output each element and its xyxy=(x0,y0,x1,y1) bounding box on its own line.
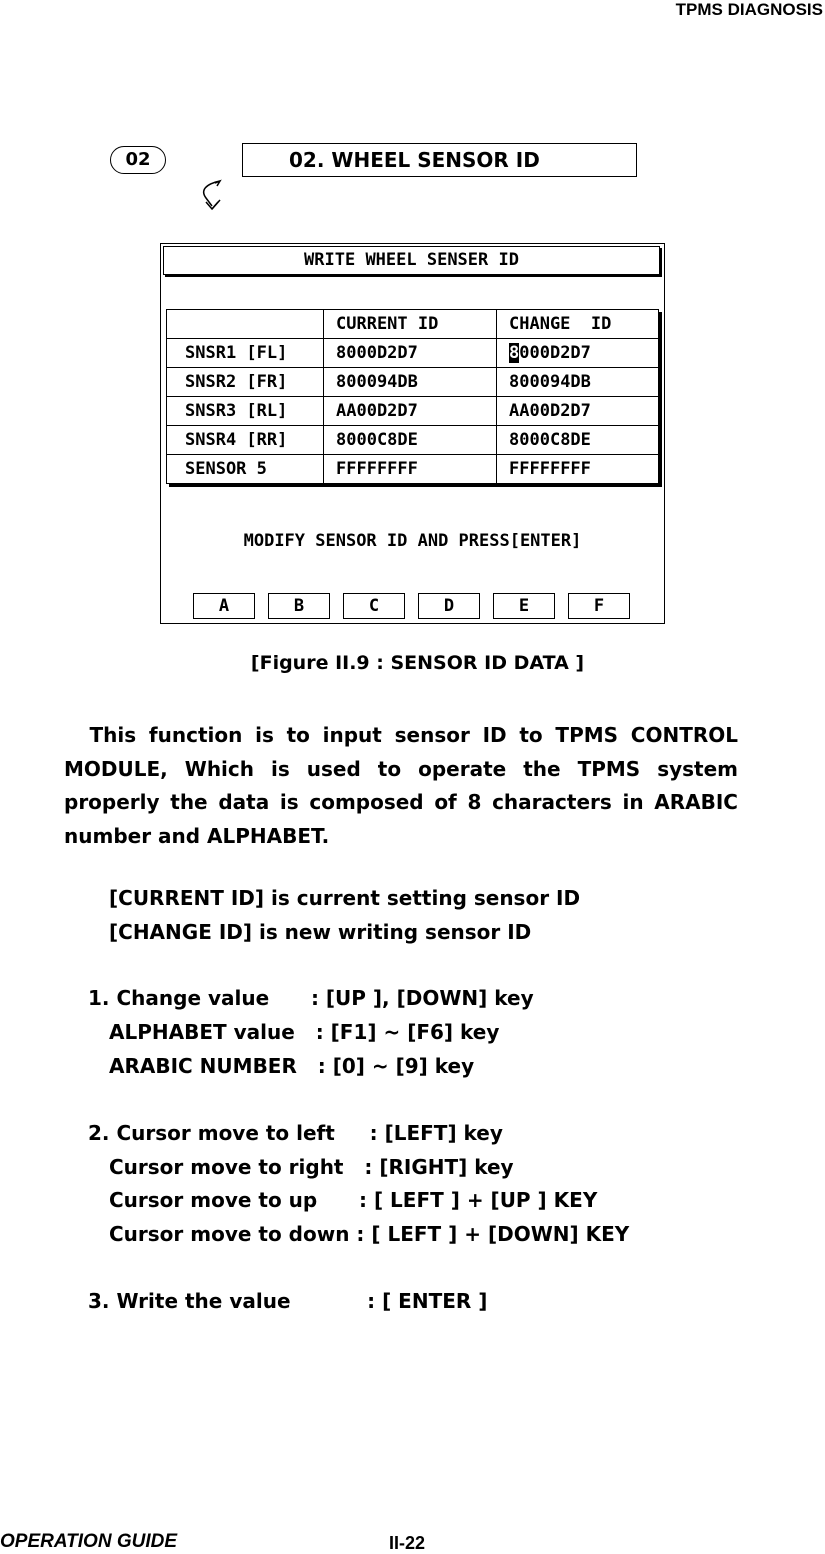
curved-arrow-icon xyxy=(198,178,228,214)
instruction-cursor-up: Cursor move to up : [ LEFT ] + [UP ] KEY xyxy=(109,1188,598,1212)
column-header-current-id: CURRENT ID xyxy=(324,310,497,339)
change-id-first: F xyxy=(509,459,520,479)
change-id-input[interactable] xyxy=(497,426,659,455)
column-header-sensor xyxy=(167,310,324,339)
current-id-cell: AA00D2D7 xyxy=(324,397,497,426)
sensor-label: SNSR4 [RR] xyxy=(167,426,324,455)
definition-current-id: [CURRENT ID] is current setting sensor ID xyxy=(109,886,581,910)
function-key-b[interactable]: B xyxy=(268,593,330,619)
change-id-value: 000C8DE xyxy=(519,430,591,450)
sensor-label: SENSOR 5 xyxy=(167,455,324,484)
instruction-cursor-down: Cursor move to down : [ LEFT ] + [DOWN] KEY xyxy=(109,1222,630,1246)
change-id-value: 000D2D7 xyxy=(519,343,591,363)
section-header: TPMS DIAGNOSIS xyxy=(675,0,823,19)
instruction-write-value: 3. Write the value : [ ENTER ] xyxy=(88,1289,488,1313)
current-id-cell: FFFFFFFF xyxy=(324,455,497,484)
definition-change-id: [CHANGE ID] is new writing sensor ID xyxy=(109,920,532,944)
change-id-first: A xyxy=(509,401,520,421)
change-id-input[interactable] xyxy=(497,368,659,397)
sensor-label: SNSR2 [FR] xyxy=(167,368,324,397)
sensor-label: SNSR1 [FL] xyxy=(167,339,324,368)
instruction-cursor-left: 2. Cursor move to left : [LEFT] key xyxy=(88,1121,503,1145)
modify-prompt: MODIFY SENSOR ID AND PRESS[ENTER] xyxy=(243,531,582,551)
function-key-e[interactable]: E xyxy=(493,593,555,619)
figure-caption: [Figure II.9 : SENSOR ID DATA ] xyxy=(250,652,585,674)
description-paragraph xyxy=(64,719,738,853)
table-row xyxy=(167,368,659,397)
function-key-a[interactable]: A xyxy=(193,593,255,619)
text-cursor: 8 xyxy=(509,343,520,363)
change-id-value: 00094DB xyxy=(519,372,591,392)
current-id-cell: 8000D2D7 xyxy=(324,339,497,368)
function-key-c[interactable]: C xyxy=(343,593,405,619)
scanner-screen xyxy=(160,243,665,624)
step-number-badge: 02 xyxy=(110,146,166,174)
footer-guide-title: OPERATION GUIDE xyxy=(0,1531,177,1552)
change-id-input[interactable] xyxy=(497,455,659,484)
table-row xyxy=(167,397,659,426)
table-row xyxy=(167,455,659,484)
screen-title: WRITE WHEEL SENSER ID xyxy=(163,246,660,275)
function-key-f[interactable]: F xyxy=(568,593,630,619)
description-text: This function is to input sensor ID to TPMS CONTROL MODULE, Which is used to operate the TPMS system properly the data is composed of 8 characters in ARABIC number and ALPHABET. xyxy=(64,723,738,848)
current-id-cell: 8000C8DE xyxy=(324,426,497,455)
table-row xyxy=(167,426,659,455)
column-header-change-id: CHANGE ID xyxy=(497,310,659,339)
table-header-row xyxy=(167,310,659,339)
instruction-alphabet-value: ALPHABET value : [F1] ~ [F6] key xyxy=(109,1020,500,1044)
sensor-id-table xyxy=(166,309,659,484)
change-id-input[interactable] xyxy=(497,397,659,426)
change-id-value: FFFFFFF xyxy=(519,459,591,479)
sensor-label: SNSR3 [RL] xyxy=(167,397,324,426)
change-id-input[interactable] xyxy=(497,339,659,368)
step-title-box: 02. WHEEL SENSOR ID xyxy=(242,143,637,177)
instruction-change-value: 1. Change value : [UP ], [DOWN] key xyxy=(88,986,534,1010)
page-number: II-22 xyxy=(389,1533,426,1553)
instruction-arabic-number: ARABIC NUMBER : [0] ~ [9] key xyxy=(109,1054,475,1078)
change-id-first: 8 xyxy=(509,430,520,450)
change-id-first: 8 xyxy=(509,372,520,392)
table-row xyxy=(167,339,659,368)
change-id-value: A00D2D7 xyxy=(519,401,591,421)
function-key-d[interactable]: D xyxy=(418,593,480,619)
current-id-cell: 800094DB xyxy=(324,368,497,397)
instruction-cursor-right: Cursor move to right : [RIGHT] key xyxy=(109,1155,514,1179)
